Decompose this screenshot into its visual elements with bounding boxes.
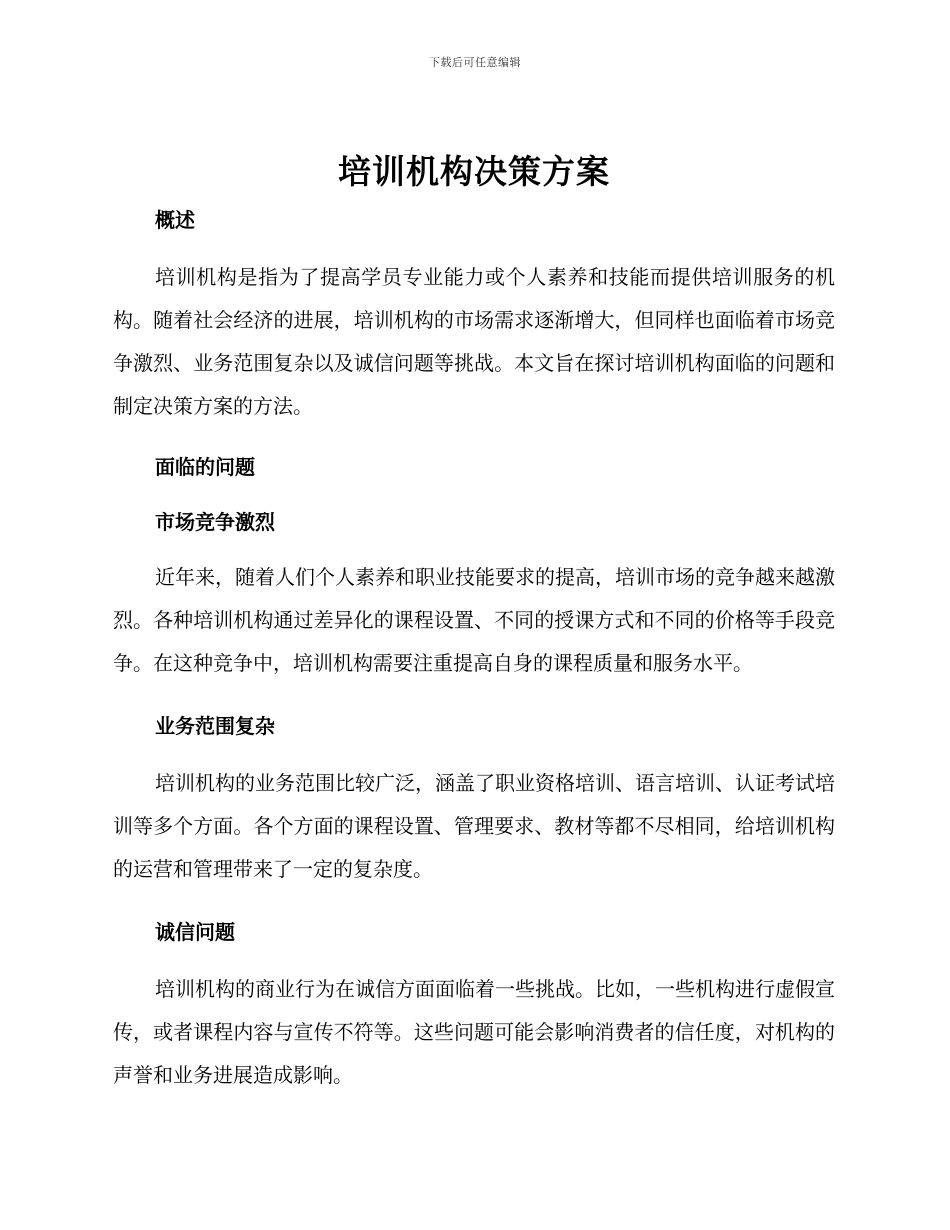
section-heading-integrity: 诚信问题 — [155, 920, 235, 944]
section-heading-scope: 业务范围复杂 — [155, 714, 275, 738]
section-paragraph-overview: 培训机构是指为了提高学员专业能力或个人素养和技能而提供培训服务的机构。随着社会经济的进展，培训机构的市场需求逐渐增大，但同样也面临着市场竞争激烈、业务范围复杂以及诚信问题等挑战。本文旨在探讨培训机构面临的问题和制定决策方案的方法。 — [113, 265, 835, 418]
document-body — [113, 148, 835, 1097]
document-title: 培训机构决策方案 — [338, 152, 610, 191]
header-note: 下载后可任意编辑 — [429, 56, 521, 69]
section-heading-competition: 市场竞争激烈 — [155, 510, 275, 534]
section-paragraph-integrity: 培训机构的商业行为在诚信方面面临着一些挑战。比如，一些机构进行虚假宣传，或者课程内容与宣传不符等。这些问题可能会影响消费者的信任度，对机构的声誉和业务进展造成影响。 — [113, 977, 835, 1087]
section-paragraph-scope: 培训机构的业务范围比较广泛，涵盖了职业资格培训、语言培训、认证考试培训等多个方面。各个方面的课程设置、管理要求、教材等都不尽相同，给培训机构的运营和管理带来了一定的复杂度。 — [113, 771, 835, 881]
section-heading-overview: 概述 — [155, 208, 195, 232]
section-paragraph-competition: 近年来，随着人们个人素养和职业技能要求的提高，培训市场的竞争越来越激烈。各种培训机构通过差异化的课程设置、不同的授课方式和不同的价格等手段竞争。在这种竞争中，培训机构需要注重提高自身的课程质量和服务水平。 — [113, 565, 835, 675]
section-heading-problems: 面临的问题 — [155, 455, 255, 479]
